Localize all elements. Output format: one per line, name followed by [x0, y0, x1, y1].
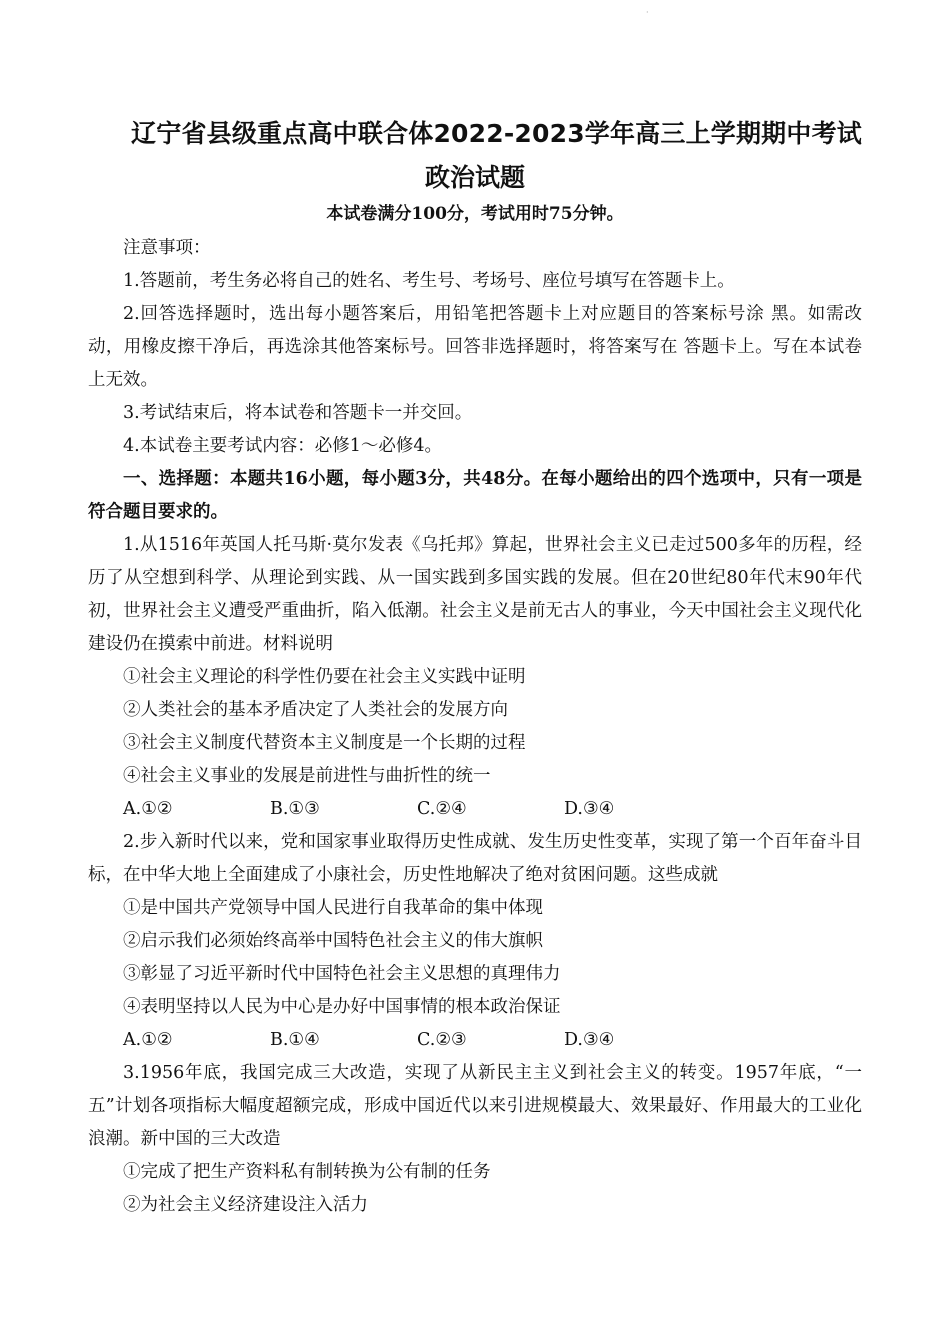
answer-options [88, 1024, 862, 1057]
question-statement: ②启示我们必须始终高举中国特色社会主义的伟大旗帜 [123, 931, 543, 951]
option-b: B.①④ [270, 1030, 320, 1050]
option-d: D.③④ [564, 799, 615, 819]
exam-page [88, 112, 862, 1222]
question-stem: 2.步入新时代以来，党和国家事业取得历史性成就、发生历史性变革，实现了第一个百年奋斗目标，在中华大地上全面建成了小康社会，历史性地解决了绝对贫困问题。这些成就 [88, 832, 862, 885]
section-heading: 一、选择题：本题共16小题，每小题3分，共48分。在每小题给出的四个选项中，只有一项是符合题目要求的。 [88, 469, 862, 522]
question-statement: ①是中国共产党领导中国人民进行自我革命的集中体现 [123, 898, 543, 918]
option-c: C.②④ [417, 799, 467, 819]
note-item: 4.本试卷主要考试内容：必修1～必修4。 [123, 436, 442, 456]
question-statement: ①完成了把生产资料私有制转换为公有制的任务 [123, 1162, 491, 1182]
question-statement: ③彰显了习近平新时代中国特色社会主义思想的真理伟力 [123, 964, 561, 984]
answer-options [88, 793, 862, 826]
page-subtitle: 政治试题 [424, 163, 525, 192]
note-item: 1.答题前，考生务必将自己的姓名、考生号、考场号、座位号填写在答题卡上。 [123, 271, 735, 291]
question-statement: ④表明坚持以人民为中心是办好中国事情的根本政治保证 [123, 997, 561, 1017]
question-1 [88, 529, 862, 826]
note-item: 3.考试结束后，将本试卷和答题卡一并交回。 [123, 403, 473, 423]
question-2 [88, 826, 862, 1057]
question-statement: ②人类社会的基本矛盾决定了人类社会的发展方向 [123, 700, 508, 720]
notes-heading: 注意事项： [123, 238, 211, 258]
question-statement: ①社会主义理论的科学性仍要在社会主义实践中证明 [123, 667, 526, 687]
question-statement: ②为社会主义经济建设注入活力 [123, 1195, 368, 1215]
option-d: D.③④ [564, 1030, 615, 1050]
question-statement: ④社会主义事业的发展是前进性与曲折性的统一 [123, 766, 491, 786]
option-a: A.①② [123, 799, 173, 819]
question-3 [88, 1057, 862, 1222]
option-b: B.①③ [270, 799, 320, 819]
exam-info: 本试卷满分100分，考试用时75分钟。 [326, 204, 624, 224]
question-stem: 1.从1516年英国人托马斯·莫尔发表《乌托邦》算起，世界社会主义已走过500多年的历程，经历了从空想到科学、从理论到实践、从一国实践到多国实践的发展。但在20世纪80年代末90年代初，世界社会主义遭受严重曲折，陷入低潮。社会主义是前无古人的事业，今天中国社会主义现代化建设仍在摸索中前进。材料说明 [88, 535, 862, 654]
note-item: 2.回答选择题时，选出每小题答案后，用铅笔把答题卡上对应题目的答案标号涂 黑。如需改动，用橡皮擦干净后，再选涂其他答案标号。回答非选择题时，将答案写在 答题卡上。写在本试卷上无效。 [88, 304, 862, 390]
option-a: A.①② [123, 1030, 173, 1050]
option-c: C.②③ [417, 1030, 467, 1050]
page-title: 辽宁省县级重点高中联合体2022-2023学年高三上学期期中考试 [131, 119, 862, 148]
notes-block [88, 232, 862, 463]
question-stem: 3.1956年底，我国完成三大改造，实现了从新民主主义到社会主义的转变。1957年底，“一五”计划各项指标大幅度超额完成，形成中国近代以来引进规模最大、效果最好、作用最大的工业化浪潮。新中国的三大改造 [88, 1063, 862, 1149]
corner-mark: · [646, 8, 649, 17]
question-statement: ③社会主义制度代替资本主义制度是一个长期的过程 [123, 733, 526, 753]
